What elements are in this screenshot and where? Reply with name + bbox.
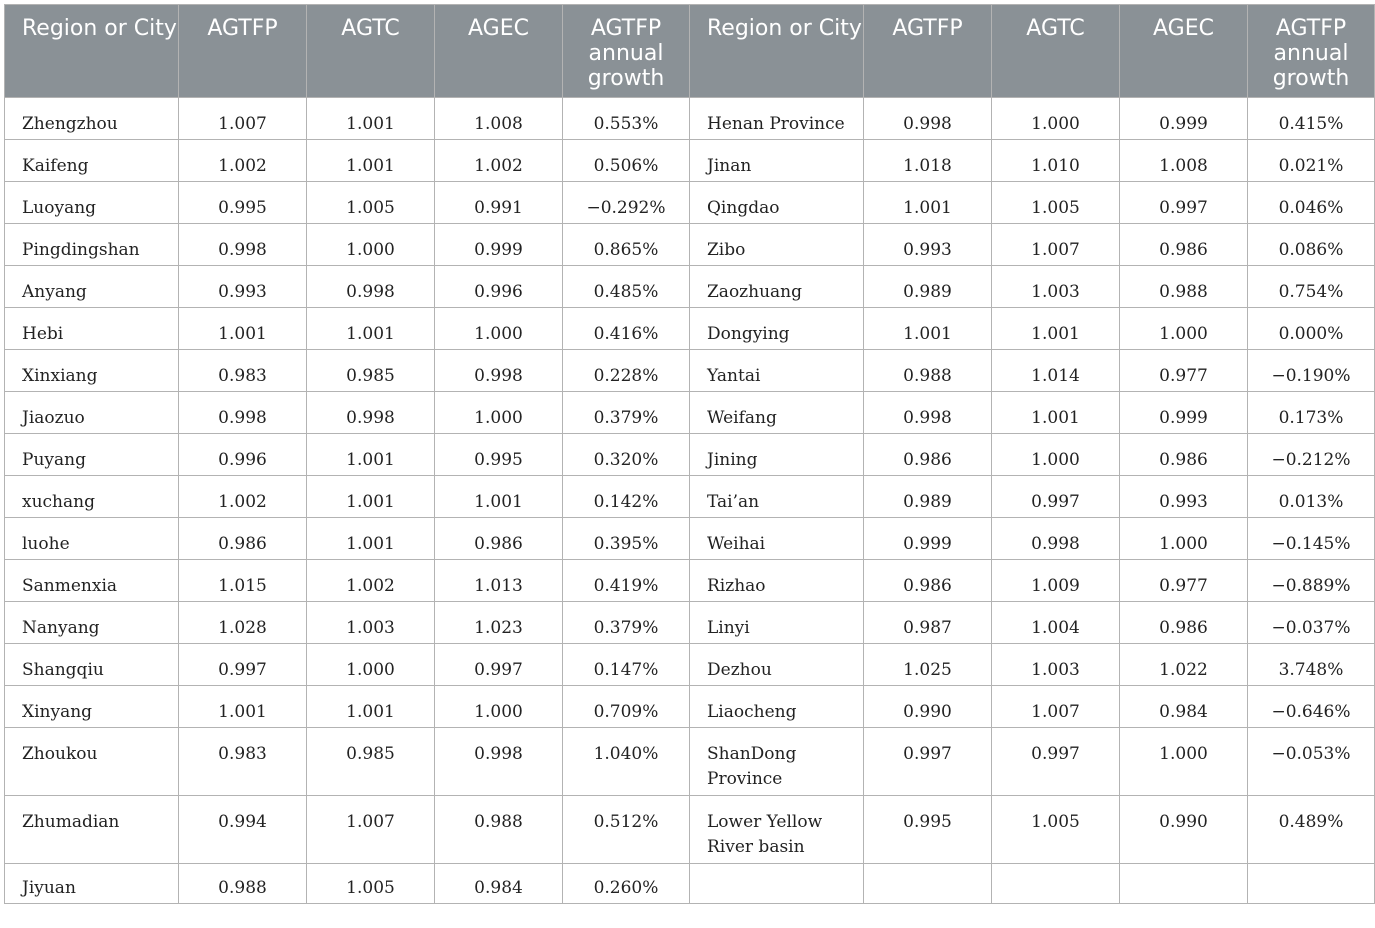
cell-growth-left: 0.260% [563, 864, 690, 904]
cell-agec-left: 0.998 [435, 350, 563, 392]
header-agtc-right: AGTC [992, 5, 1120, 98]
empty-cell [992, 864, 1120, 904]
cell-region-right: Jining [690, 434, 864, 476]
cell-region-left: Kaifeng [5, 140, 179, 182]
cell-agtc-left: 1.003 [307, 602, 435, 644]
cell-growth-left: 0.506% [563, 140, 690, 182]
cell-growth-left: 0.379% [563, 392, 690, 434]
cell-region-left: Luoyang [5, 182, 179, 224]
cell-growth-right: −0.037% [1248, 602, 1375, 644]
cell-region-left: Jiyuan [5, 864, 179, 904]
cell-agtfp-left: 1.002 [179, 476, 307, 518]
cell-region-left: Sanmenxia [5, 560, 179, 602]
cell-growth-right: −0.212% [1248, 434, 1375, 476]
cell-growth-right: −0.889% [1248, 560, 1375, 602]
cell-region-right: Zaozhuang [690, 266, 864, 308]
cell-agtc-left: 1.001 [307, 98, 435, 140]
table-row [5, 686, 1375, 728]
cell-agtfp-left: 0.988 [179, 864, 307, 904]
cell-agtfp-left: 0.998 [179, 392, 307, 434]
cell-growth-left: 0.142% [563, 476, 690, 518]
cell-agtc-right: 1.005 [992, 182, 1120, 224]
cell-agec-left: 0.991 [435, 182, 563, 224]
table-body [5, 98, 1375, 904]
table-row [5, 350, 1375, 392]
cell-agec-right: 0.986 [1120, 224, 1248, 266]
cell-agec-left: 1.001 [435, 476, 563, 518]
cell-agec-right: 0.997 [1120, 182, 1248, 224]
cell-agtfp-left: 0.995 [179, 182, 307, 224]
cell-agec-right: 0.977 [1120, 560, 1248, 602]
cell-agtfp-right: 0.987 [864, 602, 992, 644]
empty-cell [690, 864, 864, 904]
cell-growth-right: −0.145% [1248, 518, 1375, 560]
table-row [5, 560, 1375, 602]
cell-region-left: xuchang [5, 476, 179, 518]
cell-region-left: luohe [5, 518, 179, 560]
cell-agec-right: 0.984 [1120, 686, 1248, 728]
table-row [5, 518, 1375, 560]
cell-growth-left: 0.416% [563, 308, 690, 350]
cell-agec-left: 1.000 [435, 308, 563, 350]
table-row [5, 182, 1375, 224]
cell-region-left: Xinxiang [5, 350, 179, 392]
cell-agec-right: 0.993 [1120, 476, 1248, 518]
cell-growth-left: 0.865% [563, 224, 690, 266]
cell-agtc-left: 1.001 [307, 686, 435, 728]
cell-agtc-left: 0.985 [307, 728, 435, 796]
table-row [5, 308, 1375, 350]
cell-region-right: Linyi [690, 602, 864, 644]
cell-agtc-left: 1.007 [307, 796, 435, 864]
cell-growth-right: −0.646% [1248, 686, 1375, 728]
cell-agtfp-right: 0.988 [864, 350, 992, 392]
cell-region-left: Pingdingshan [5, 224, 179, 266]
header-agtc-left: AGTC [307, 5, 435, 98]
cell-agec-right: 1.022 [1120, 644, 1248, 686]
cell-growth-left: 0.485% [563, 266, 690, 308]
header-agec-right: AGEC [1120, 5, 1248, 98]
cell-agtc-left: 1.000 [307, 224, 435, 266]
cell-region-right: Henan Province [690, 98, 864, 140]
cell-region-right: Dezhou [690, 644, 864, 686]
cell-region-right: Tai’an [690, 476, 864, 518]
cell-agtc-right: 1.004 [992, 602, 1120, 644]
cell-growth-right: 0.173% [1248, 392, 1375, 434]
cell-agec-right: 0.988 [1120, 266, 1248, 308]
cell-agtc-right: 1.003 [992, 644, 1120, 686]
cell-growth-left: 0.395% [563, 518, 690, 560]
cell-agtc-left: 1.001 [307, 518, 435, 560]
cell-agec-right: 1.000 [1120, 308, 1248, 350]
cell-agtc-right: 1.001 [992, 308, 1120, 350]
cell-region-right: Weifang [690, 392, 864, 434]
cell-growth-right: −0.190% [1248, 350, 1375, 392]
table-row [5, 644, 1375, 686]
cell-agec-left: 0.988 [435, 796, 563, 864]
table-row [5, 796, 1375, 864]
table-header [5, 5, 1375, 98]
header-agtfp-right: AGTFP [864, 5, 992, 98]
cell-agtfp-right: 0.995 [864, 796, 992, 864]
cell-agec-right: 1.008 [1120, 140, 1248, 182]
cell-region-left: Puyang [5, 434, 179, 476]
cell-region-right: Liaocheng [690, 686, 864, 728]
cell-agtfp-right: 0.986 [864, 434, 992, 476]
header-row [5, 5, 1375, 98]
table-row [5, 864, 1375, 904]
cell-region-right: Lower Yellow River basin [690, 796, 864, 864]
cell-growth-left: 0.379% [563, 602, 690, 644]
cell-region-right: Qingdao [690, 182, 864, 224]
cell-region-left: Zhoukou [5, 728, 179, 796]
cell-agtc-right: 1.009 [992, 560, 1120, 602]
cell-agtfp-right: 1.025 [864, 644, 992, 686]
cell-agec-left: 1.013 [435, 560, 563, 602]
cell-agec-left: 0.999 [435, 224, 563, 266]
cell-agtfp-right: 0.989 [864, 266, 992, 308]
cell-agtfp-right: 1.001 [864, 182, 992, 224]
cell-agec-right: 1.000 [1120, 728, 1248, 796]
cell-agec-left: 1.008 [435, 98, 563, 140]
table-row [5, 140, 1375, 182]
cell-agtc-right: 0.998 [992, 518, 1120, 560]
cell-agtc-right: 1.014 [992, 350, 1120, 392]
cell-agtc-left: 1.001 [307, 140, 435, 182]
header-region-right: Region or City [690, 5, 864, 98]
table-row [5, 728, 1375, 796]
cell-agtc-right: 1.000 [992, 98, 1120, 140]
table-row [5, 434, 1375, 476]
cell-agtc-left: 0.998 [307, 392, 435, 434]
cell-agtc-right: 1.001 [992, 392, 1120, 434]
cell-growth-left: 0.512% [563, 796, 690, 864]
cell-agtc-right: 1.010 [992, 140, 1120, 182]
cell-agtfp-right: 0.998 [864, 98, 992, 140]
table-row [5, 476, 1375, 518]
cell-growth-right: −0.053% [1248, 728, 1375, 796]
cell-agtfp-right: 0.998 [864, 392, 992, 434]
cell-growth-left: 0.709% [563, 686, 690, 728]
cell-agtc-left: 1.000 [307, 644, 435, 686]
cell-growth-left: 0.553% [563, 98, 690, 140]
table-row [5, 266, 1375, 308]
cell-agtfp-left: 0.983 [179, 728, 307, 796]
cell-region-left: Nanyang [5, 602, 179, 644]
cell-agtc-left: 1.001 [307, 308, 435, 350]
cell-agtc-right: 1.003 [992, 266, 1120, 308]
cell-agtc-left: 1.001 [307, 434, 435, 476]
cell-agec-right: 0.990 [1120, 796, 1248, 864]
cell-agec-left: 0.986 [435, 518, 563, 560]
cell-region-left: Jiaozuo [5, 392, 179, 434]
cell-agtfp-left: 0.983 [179, 350, 307, 392]
cell-region-right: Zibo [690, 224, 864, 266]
cell-agtc-right: 1.000 [992, 434, 1120, 476]
cell-agec-left: 0.998 [435, 728, 563, 796]
table-row [5, 602, 1375, 644]
cell-agtc-left: 0.985 [307, 350, 435, 392]
cell-agec-left: 1.023 [435, 602, 563, 644]
cell-growth-right: 3.748% [1248, 644, 1375, 686]
cell-region-left: Hebi [5, 308, 179, 350]
data-table [4, 4, 1375, 904]
cell-growth-left: −0.292% [563, 182, 690, 224]
cell-agtfp-right: 0.990 [864, 686, 992, 728]
cell-region-left: Anyang [5, 266, 179, 308]
cell-agtfp-right: 0.999 [864, 518, 992, 560]
header-region-left: Region or City [5, 5, 179, 98]
cell-region-right: ShanDong Province [690, 728, 864, 796]
cell-agtfp-left: 0.993 [179, 266, 307, 308]
cell-agtfp-right: 1.018 [864, 140, 992, 182]
cell-agtc-right: 1.007 [992, 686, 1120, 728]
cell-region-right: Yantai [690, 350, 864, 392]
cell-growth-right: 0.000% [1248, 308, 1375, 350]
cell-agtfp-left: 1.028 [179, 602, 307, 644]
cell-agtfp-right: 0.986 [864, 560, 992, 602]
cell-agtc-left: 0.998 [307, 266, 435, 308]
cell-growth-right: 0.013% [1248, 476, 1375, 518]
cell-growth-left: 0.228% [563, 350, 690, 392]
cell-region-left: Xinyang [5, 686, 179, 728]
empty-cell [1248, 864, 1375, 904]
cell-agtfp-left: 0.996 [179, 434, 307, 476]
empty-cell [864, 864, 992, 904]
cell-region-right: Rizhao [690, 560, 864, 602]
cell-agtfp-left: 0.998 [179, 224, 307, 266]
empty-cell [1120, 864, 1248, 904]
cell-agec-left: 0.996 [435, 266, 563, 308]
cell-agec-left: 0.984 [435, 864, 563, 904]
cell-region-right: Jinan [690, 140, 864, 182]
cell-growth-right: 0.754% [1248, 266, 1375, 308]
header-growth-left: AGTFP annual growth [563, 5, 690, 98]
table-row [5, 98, 1375, 140]
cell-agtfp-left: 1.001 [179, 686, 307, 728]
cell-agtfp-left: 0.986 [179, 518, 307, 560]
cell-agec-left: 1.000 [435, 686, 563, 728]
cell-growth-left: 0.320% [563, 434, 690, 476]
cell-agec-left: 1.002 [435, 140, 563, 182]
cell-agtc-left: 1.005 [307, 182, 435, 224]
cell-agtc-right: 0.997 [992, 728, 1120, 796]
header-agtfp-left: AGTFP [179, 5, 307, 98]
cell-agtc-right: 1.007 [992, 224, 1120, 266]
cell-agec-left: 0.995 [435, 434, 563, 476]
cell-agec-left: 1.000 [435, 392, 563, 434]
cell-agec-right: 0.999 [1120, 392, 1248, 434]
cell-agtc-left: 1.005 [307, 864, 435, 904]
table-row [5, 224, 1375, 266]
header-agec-left: AGEC [435, 5, 563, 98]
cell-agtfp-right: 0.993 [864, 224, 992, 266]
cell-agtc-left: 1.001 [307, 476, 435, 518]
cell-region-right: Dongying [690, 308, 864, 350]
cell-agec-left: 0.997 [435, 644, 563, 686]
cell-agtfp-left: 1.002 [179, 140, 307, 182]
cell-agtfp-right: 1.001 [864, 308, 992, 350]
cell-growth-right: 0.021% [1248, 140, 1375, 182]
cell-growth-left: 0.147% [563, 644, 690, 686]
cell-agtfp-left: 0.994 [179, 796, 307, 864]
cell-growth-right: 0.415% [1248, 98, 1375, 140]
cell-growth-right: 0.086% [1248, 224, 1375, 266]
cell-agec-right: 0.999 [1120, 98, 1248, 140]
cell-agtfp-left: 1.001 [179, 308, 307, 350]
cell-agec-right: 0.986 [1120, 434, 1248, 476]
cell-agtfp-left: 0.997 [179, 644, 307, 686]
cell-agtfp-right: 0.997 [864, 728, 992, 796]
cell-growth-right: 0.489% [1248, 796, 1375, 864]
cell-agtc-right: 0.997 [992, 476, 1120, 518]
cell-region-right: Weihai [690, 518, 864, 560]
cell-region-left: Zhengzhou [5, 98, 179, 140]
cell-growth-left: 0.419% [563, 560, 690, 602]
cell-region-left: Shangqiu [5, 644, 179, 686]
cell-agec-right: 0.986 [1120, 602, 1248, 644]
cell-agtfp-left: 1.007 [179, 98, 307, 140]
cell-region-left: Zhumadian [5, 796, 179, 864]
cell-agec-right: 0.977 [1120, 350, 1248, 392]
cell-agtfp-right: 0.989 [864, 476, 992, 518]
cell-agtc-left: 1.002 [307, 560, 435, 602]
cell-agtc-right: 1.005 [992, 796, 1120, 864]
table-row [5, 392, 1375, 434]
cell-agec-right: 1.000 [1120, 518, 1248, 560]
cell-growth-left: 1.040% [563, 728, 690, 796]
cell-agtfp-left: 1.015 [179, 560, 307, 602]
header-growth-right: AGTFP annual growth [1248, 5, 1375, 98]
cell-growth-right: 0.046% [1248, 182, 1375, 224]
